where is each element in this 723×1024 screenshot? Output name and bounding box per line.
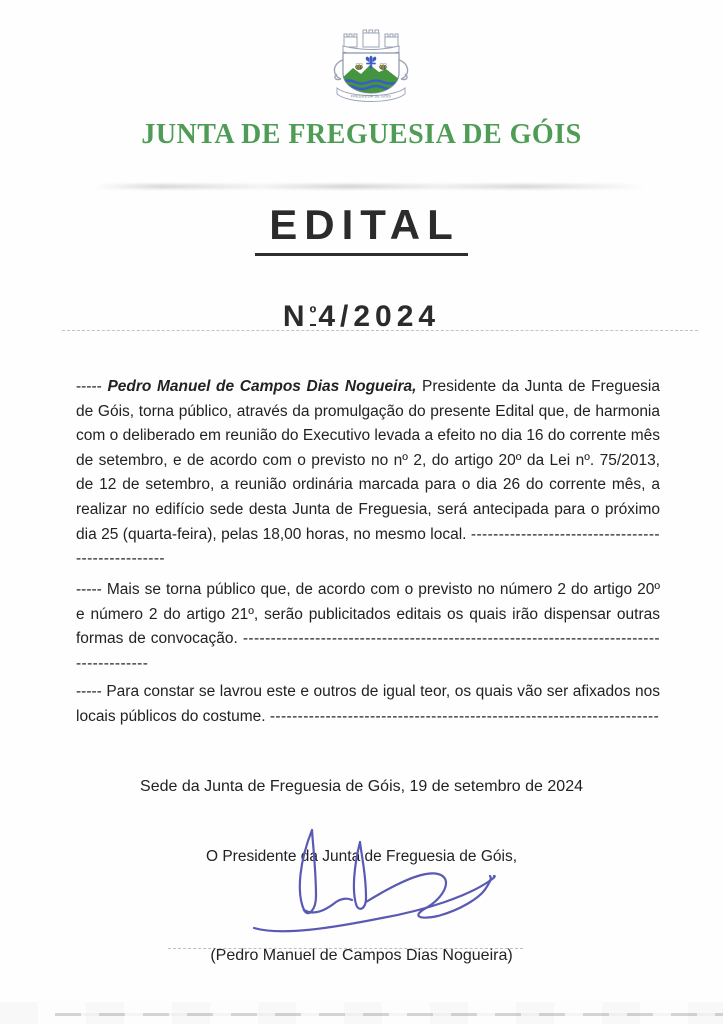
author-name: Pedro Manuel de Campos Dias Nogueira,: [107, 378, 417, 395]
paragraph-text: Mais se torna público que, de acordo com o previsto no número 2 do artigo 20º e número 2 do artigo 21º, serão publicitados editais os quais irão dispensar outras formas de convocação.: [76, 581, 660, 648]
bee-icon-right: [380, 63, 387, 69]
edital-title: EDITAL: [255, 204, 468, 256]
edital-number-rest: 4/2024: [318, 300, 441, 334]
dash-filler: --------------------------------------------------: [76, 525, 660, 568]
dash-filler: ----------------------------------------------------------------------: [269, 707, 660, 725]
scan-noise-band: [0, 1002, 723, 1024]
edital-number-prefix: N: [282, 300, 310, 334]
dash-filler: ----------------------------------------------------------------------------------------: [76, 630, 660, 672]
mural-crown-icon: [343, 30, 399, 56]
scan-smudge-artifact: [95, 184, 647, 189]
scan-streak-artifact: [55, 1013, 723, 1016]
org-title: JUNTA DE FREGUESIA DE GÓIS: [141, 119, 582, 150]
signatory-title-line: O Presidente da Junta de Freguesia de Góis,: [205, 848, 518, 865]
paragraph-text: Presidente da Junta de Freguesia de Góis, torna público, através da promulgação do presente Edital que, de harmonia com o deliberado em reunião do Executivo levada a efeito no dia 16 do corrente mês de setembro, e de acordo com o previsto no nº 2, do artigo 20º da Lei nº. 75/2013, de 12 de setembro, a reunião ordinária marcada para o dia 26 do corrente mês, a realizar no edifício sede desta Junta de Freguesia, será antecipada para o próximo dia 25 (quarta-feira), pelas 18,00 horas, no mesmo local.: [76, 378, 660, 543]
signatory-name-line: (Pedro Manuel de Campos Dias Nogueira): [210, 947, 513, 964]
crest-banner-text: FREGUESIA DE GÓIS: [351, 94, 391, 99]
lead-dashes: -----: [76, 683, 107, 700]
place-date-line: Sede da Junta de Freguesia de Góis, 19 de setembro de 2024: [140, 778, 583, 795]
edital-number-ordinal: º: [310, 302, 317, 326]
lead-dashes: -----: [76, 378, 108, 395]
signature-image: [242, 826, 507, 948]
paragraph-closing: [76, 680, 660, 729]
paragraph-announcement: [76, 375, 660, 572]
edital-number: [283, 297, 440, 333]
bee-icon-left: [356, 63, 363, 69]
paragraph-publication: [76, 578, 660, 676]
coat-of-arms-icon: [329, 27, 413, 107]
edital-title-row: [0, 201, 723, 256]
paragraph-text: Para constar se lavrou este e outros de igual teor, os quais vão ser afixados nos locais públicos do costume.: [76, 683, 660, 725]
edital-number-row: [0, 297, 723, 333]
lead-dashes: -----: [76, 581, 107, 598]
